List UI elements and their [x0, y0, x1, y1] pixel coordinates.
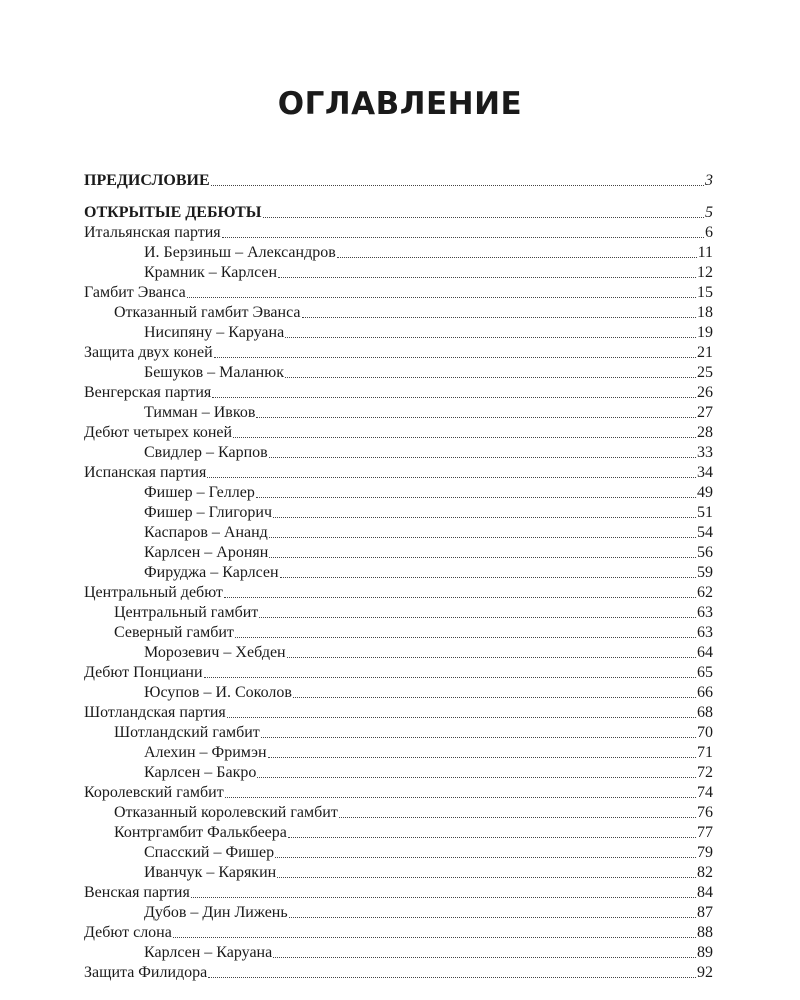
toc-section[interactable]	[84, 203, 713, 223]
dot-leader	[273, 517, 696, 518]
dot-leader	[224, 597, 696, 598]
dot-leader	[273, 957, 696, 958]
toc-entry-label: И. Берзиньш – Александров	[144, 244, 336, 261]
toc-entry[interactable]	[84, 843, 713, 863]
dot-leader	[268, 757, 696, 758]
toc-entry[interactable]	[84, 683, 713, 703]
toc-section-page-number: 5	[705, 204, 713, 221]
toc-entry[interactable]	[84, 743, 713, 763]
toc-entry-label: Тимман – Ивков	[144, 404, 256, 421]
dot-leader	[277, 877, 696, 878]
toc-entry[interactable]	[84, 503, 713, 523]
toc-entry[interactable]	[84, 263, 713, 283]
toc-entry[interactable]	[84, 583, 713, 603]
toc-entry[interactable]	[84, 943, 713, 963]
toc-entry-label: Свидлер – Карпов	[144, 444, 268, 461]
toc-entry-page-number: 88	[697, 924, 713, 941]
dot-leader	[211, 185, 704, 186]
toc-entry-label: Иванчук – Карякин	[144, 864, 277, 881]
toc-entry[interactable]	[84, 323, 713, 343]
toc-entry-page-number: 21	[697, 344, 713, 361]
toc-entry[interactable]	[84, 223, 713, 243]
toc-entry-page-number: 34	[697, 464, 713, 481]
toc-entry[interactable]	[84, 383, 713, 403]
toc-entry[interactable]	[84, 663, 713, 683]
toc-entry-label: Алехин – Фримэн	[144, 744, 267, 761]
toc-section-page-number: 3	[705, 172, 713, 189]
toc-entry-page-number: 49	[697, 484, 713, 501]
toc-entry-page-number: 27	[697, 404, 713, 421]
toc-entry-page-number: 62	[697, 584, 713, 601]
toc-entry-label: Бешуков – Маланюк	[144, 364, 284, 381]
dot-leader	[222, 237, 704, 238]
toc-entry-label: Центральный гамбит	[114, 604, 259, 621]
dot-leader	[257, 777, 696, 778]
table-of-contents	[84, 171, 713, 983]
toc-entry-page-number: 87	[697, 904, 713, 921]
toc-entry-label: Шотландский гамбит	[114, 724, 260, 741]
dot-leader	[212, 397, 696, 398]
toc-entry-label: Дебют четырех коней	[84, 424, 233, 441]
toc-entry-page-number: 89	[697, 944, 713, 961]
toc-entry-page-number: 6	[705, 224, 713, 241]
toc-entry-page-number: 82	[697, 864, 713, 881]
dot-leader	[293, 697, 696, 698]
toc-entry-label: Морозевич – Хебден	[144, 644, 286, 661]
dot-leader	[261, 737, 696, 738]
toc-entry[interactable]	[84, 903, 713, 923]
toc-entry-page-number: 68	[697, 704, 713, 721]
toc-entry[interactable]	[84, 763, 713, 783]
dot-leader	[288, 837, 696, 838]
toc-entry-label: Отказанный гамбит Эванса	[114, 304, 301, 321]
dot-leader	[275, 857, 696, 858]
toc-entry-page-number: 74	[697, 784, 713, 801]
toc-entry-label: Дебют слона	[84, 924, 172, 941]
dot-leader	[287, 657, 696, 658]
page-title: ОГЛАВЛЕНИЕ	[277, 86, 523, 122]
toc-entry[interactable]	[84, 483, 713, 503]
section-gap	[84, 191, 713, 203]
toc-entry[interactable]	[84, 723, 713, 743]
dot-leader	[204, 677, 696, 678]
toc-entry-label: Спасский – Фишер	[144, 844, 275, 861]
toc-entry-label: Крамник – Карлсен	[144, 264, 278, 281]
dot-leader	[256, 497, 696, 498]
dot-leader	[285, 377, 696, 378]
toc-entry-page-number: 12	[697, 264, 713, 281]
toc-entry-page-number: 59	[697, 564, 713, 581]
toc-entry-page-number: 63	[697, 604, 713, 621]
toc-entry-label: Фируджа – Карлсен	[144, 564, 279, 581]
dot-leader	[269, 537, 696, 538]
toc-entry-label: Защита Филидора	[84, 964, 208, 981]
toc-entry[interactable]	[84, 623, 713, 643]
toc-entry[interactable]	[84, 883, 713, 903]
toc-entry-label: Карлсен – Бакро	[144, 764, 257, 781]
dot-leader	[227, 717, 696, 718]
toc-entry-page-number: 18	[697, 304, 713, 321]
toc-entry-label: Дубов – Дин Лижень	[144, 904, 288, 921]
dot-leader	[269, 457, 696, 458]
toc-entry[interactable]	[84, 343, 713, 363]
toc-entry-page-number: 15	[697, 284, 713, 301]
toc-entry-label: Нисипяну – Каруана	[144, 324, 285, 341]
toc-entry-page-number: 56	[697, 544, 713, 561]
toc-entry-label: Отказанный королевский гамбит	[114, 804, 338, 821]
dot-leader	[280, 577, 696, 578]
toc-entry-label: Венгерская партия	[84, 384, 212, 401]
dot-leader	[259, 617, 696, 618]
toc-entry-page-number: 79	[697, 844, 713, 861]
toc-entry-label: Каспаров – Ананд	[144, 524, 268, 541]
toc-entry-page-number: 65	[697, 664, 713, 681]
toc-entry[interactable]	[84, 543, 713, 563]
toc-entry[interactable]	[84, 523, 713, 543]
toc-entry-label: Итальянская партия	[84, 224, 221, 241]
toc-entry-page-number: 64	[697, 644, 713, 661]
toc-entry[interactable]	[84, 823, 713, 843]
dot-leader	[225, 797, 696, 798]
toc-entry-page-number: 11	[697, 244, 713, 261]
toc-entry-page-number: 76	[697, 804, 713, 821]
toc-entry[interactable]	[84, 563, 713, 583]
toc-entry-label: Дебют Понциани	[84, 664, 203, 681]
toc-entry[interactable]	[84, 783, 713, 803]
toc-entry-label: Фишер – Геллер	[144, 484, 255, 501]
toc-entry[interactable]	[84, 463, 713, 483]
toc-section-label: ПРЕДИСЛОВИЕ	[84, 172, 210, 189]
toc-entry-label: Центральный дебют	[84, 584, 223, 601]
toc-entry[interactable]	[84, 283, 713, 303]
toc-entry[interactable]	[84, 923, 713, 943]
toc-entry-label: Карлсен – Каруана	[144, 944, 273, 961]
dot-leader	[214, 357, 696, 358]
dot-leader	[233, 437, 696, 438]
dot-leader	[278, 277, 696, 278]
toc-entry-label: Юсупов – И. Соколов	[144, 684, 292, 701]
toc-entry-page-number: 92	[697, 964, 713, 981]
dot-leader	[269, 557, 696, 558]
toc-entry-page-number: 51	[697, 504, 713, 521]
toc-entry-page-number: 84	[697, 884, 713, 901]
toc-entry-page-number: 28	[697, 424, 713, 441]
toc-entry[interactable]	[84, 303, 713, 323]
dot-leader	[173, 937, 696, 938]
toc-entry-label: Испанская партия	[84, 464, 207, 481]
toc-entry[interactable]	[84, 963, 713, 983]
toc-entry-page-number: 77	[697, 824, 713, 841]
toc-entry[interactable]	[84, 423, 713, 443]
toc-entry[interactable]	[84, 243, 713, 263]
toc-entry-page-number: 72	[697, 764, 713, 781]
dot-leader	[187, 297, 696, 298]
toc-entry-label: Северный гамбит	[114, 624, 234, 641]
toc-entry-page-number: 26	[697, 384, 713, 401]
dot-leader	[289, 917, 696, 918]
dot-leader	[263, 217, 704, 218]
toc-entry-page-number: 33	[697, 444, 713, 461]
toc-entry-page-number: 66	[697, 684, 713, 701]
toc-entry[interactable]	[84, 443, 713, 463]
toc-entry[interactable]	[84, 403, 713, 423]
dot-leader	[285, 337, 696, 338]
toc-entry-page-number: 54	[697, 524, 713, 541]
dot-leader	[302, 317, 697, 318]
toc-entry-label: Венская партия	[84, 884, 190, 901]
toc-section-label: ОТКРЫТЫЕ ДЕБЮТЫ	[84, 204, 262, 221]
toc-entry[interactable]	[84, 803, 713, 823]
toc-entry[interactable]	[84, 603, 713, 623]
dot-leader	[207, 477, 696, 478]
dot-leader	[256, 417, 696, 418]
toc-entry[interactable]	[84, 863, 713, 883]
dot-leader	[191, 897, 696, 898]
toc-entry[interactable]	[84, 363, 713, 383]
dot-leader	[339, 817, 696, 818]
toc-entry[interactable]	[84, 643, 713, 663]
toc-entry-label: Королевский гамбит	[84, 784, 224, 801]
toc-entry-label: Защита двух коней	[84, 344, 213, 361]
toc-entry-page-number: 71	[697, 744, 713, 761]
toc-entry-page-number: 70	[697, 724, 713, 741]
dot-leader	[235, 637, 696, 638]
toc-entry-label: Фишер – Глигорич	[144, 504, 272, 521]
toc-entry-label: Шотландская партия	[84, 704, 226, 721]
toc-section[interactable]	[84, 171, 713, 191]
dot-leader	[337, 257, 697, 258]
toc-entry-label: Контргамбит Фалькбеера	[114, 824, 287, 841]
toc-entry-label: Гамбит Эванса	[84, 284, 186, 301]
toc-entry-label: Карлсен – Аронян	[144, 544, 269, 561]
toc-entry-page-number: 63	[697, 624, 713, 641]
toc-entry-page-number: 19	[697, 324, 713, 341]
toc-entry[interactable]	[84, 703, 713, 723]
toc-entry-page-number: 25	[697, 364, 713, 381]
dot-leader	[208, 977, 696, 978]
